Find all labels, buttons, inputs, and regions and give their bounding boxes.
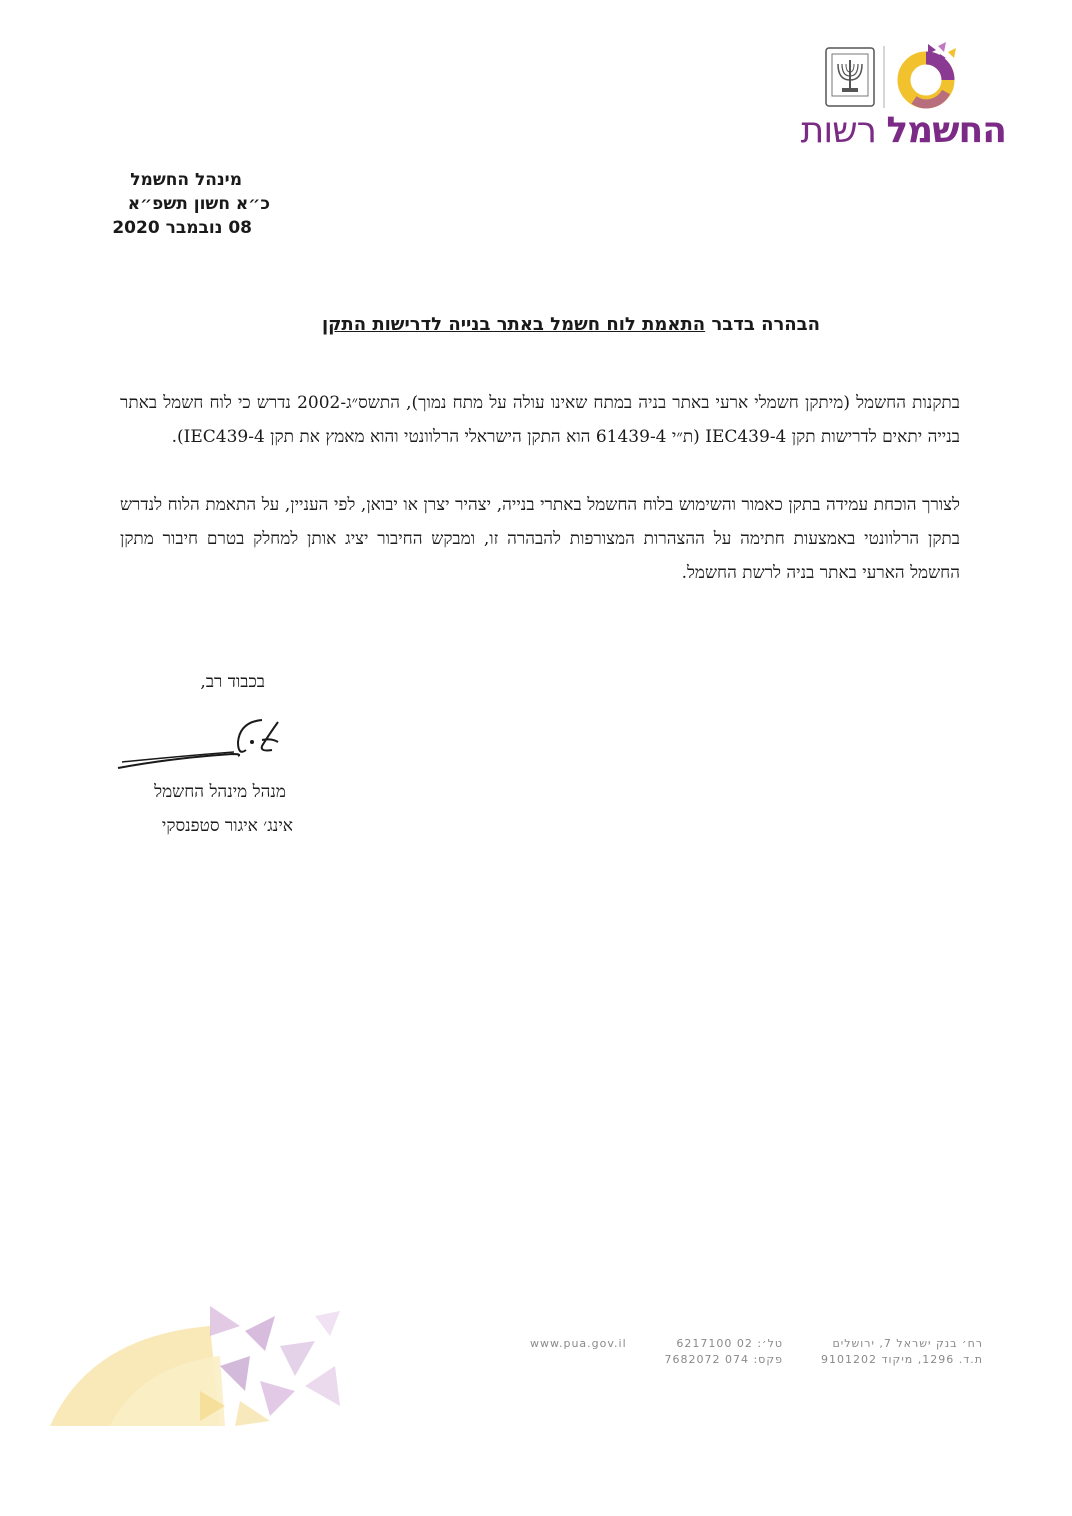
footer-fax: פקס: 074 7682072 — [664, 1353, 783, 1366]
title-prefix: הבהרה בדבר — [705, 314, 820, 335]
title-subject: התאמת לוח חשמל באתר בנייה לדרישות התקן — [321, 314, 706, 335]
body-paragraph-1: בתקנות החשמל (מיתקן חשמלי ארעי באתר בניה במתח שאינו עולה על מתח נמוך), התשס״ג-2002 נדרש כי לוח חשמל באתר בנייה יתאים לדרישות תקן IEC439-4 (ת״י 61439-4 הוא התקן הישראלי הרלוונטי והוא מאמץ את תקן IEC439-4). — [120, 393, 960, 447]
footer-decoration — [50, 1296, 360, 1431]
authority-name-light: רשות — [800, 110, 876, 151]
authority-ring-icon — [904, 42, 956, 104]
hebrew-date: כ״א חשון תשפ״א — [127, 194, 270, 214]
gregorian-date: 08 נובמבר 2020 — [112, 218, 252, 238]
footer-address-line-2: ת.ד. 1296, מיקוד 9101202 — [821, 1353, 983, 1366]
department-name: מינהל החשמל — [130, 170, 242, 190]
handwritten-signature — [112, 712, 292, 776]
closing-phrase: בכבוד רב, — [200, 672, 265, 692]
body-paragraph-2: לצורך הוכחת עמידה בתקן כאמור והשימוש בלוח החשמל באתרי בנייה, יצהיר יצרן או יבואן, לפי העניין, על התאמת הלוח לנדרש בתקן הרלוונטי באמצעות חתימה על ההצהרות המצורפות להבהרה זו, ומבקש החיבור יציג אותן למחלק בטרם חיבור מתקן החשמל הארעי באתר בניה לרשת החשמל. — [120, 495, 960, 583]
state-emblem-icon — [826, 48, 874, 106]
signer-role: מנהל מינהל החשמל — [154, 782, 286, 802]
footer-address-line-1: רח׳ בנק ישראל 7, ירושלים — [832, 1337, 983, 1350]
footer-phone: טל׳: 02 6217100 — [676, 1337, 783, 1350]
signer-name: אינג׳ איגור סטפנסקי — [161, 816, 293, 836]
authority-name — [770, 110, 1006, 151]
letter-title — [200, 314, 820, 335]
footer-website: www.pua.gov.il — [530, 1337, 627, 1350]
authority-name-bold: החשמל — [886, 110, 1006, 151]
